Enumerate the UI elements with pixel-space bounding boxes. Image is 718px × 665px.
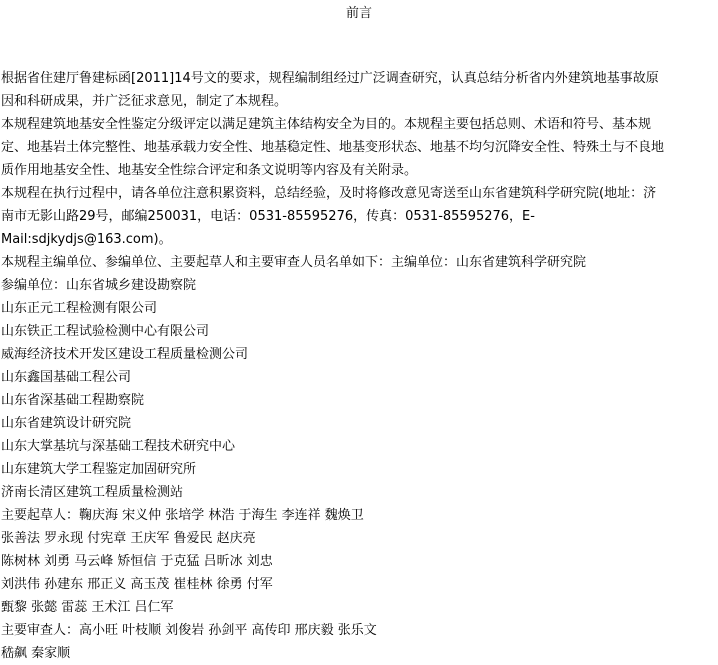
document-title: 前言 <box>345 6 372 21</box>
body-line: 刘洪伟 孙建东 邢正义 高玉茂 崔桂林 徐勇 付军 <box>1 577 273 592</box>
body-line: 定、地基岩土体完整性、地基承载力安全性、地基稳定性、地基变形状态、地基不均匀沉降安全性、特殊土与不良地 <box>1 140 665 155</box>
body-line: 山东建筑大学工程鉴定加固研究所 <box>1 462 197 477</box>
body-line: 参编单位：山东省城乡建设勘察院 <box>1 278 197 293</box>
body-line: 主要起草人：鞠庆海 宋义仲 张培学 林浩 于海生 李连祥 魏焕卫 <box>1 508 364 523</box>
body-line: 质作用地基安全性、地基安全性综合评定和条文说明等内容及有关附录。 <box>1 163 418 178</box>
body-line: 山东正元工程检测有限公司 <box>1 301 158 316</box>
body-line: 山东省深基础工程勘察院 <box>1 393 145 408</box>
body-line: 甄黎 张懿 雷蕊 王术江 吕仁军 <box>1 600 174 615</box>
body-line: 山东铁正工程试验检测中心有限公司 <box>1 324 210 339</box>
body-line: 陈树林 刘勇 马云峰 矫恒信 于克猛 吕昕冰 刘忠 <box>1 554 273 569</box>
body-line: 济南长清区建筑工程质量检测站 <box>1 485 184 500</box>
body-line: 南市无影山路29号，邮编250031，电话：0531-85595276，传真：0531-85595276，E- <box>1 209 535 224</box>
body-line: 本规程主编单位、参编单位、主要起草人和主要审查人员名单如下：主编单位：山东省建筑科学研究院 <box>1 255 587 270</box>
body-line: 山东省建筑设计研究院 <box>1 416 132 431</box>
body-line: 张善法 罗永现 付宪章 王庆军 鲁爱民 赵庆亮 <box>1 531 256 546</box>
document-body <box>1 67 717 665</box>
body-line: Mail:sdjkydjs@163.com)。 <box>1 232 172 247</box>
body-line: 威海经济技术开发区建设工程质量检测公司 <box>1 347 249 362</box>
body-line: 山东大掌基坑与深基础工程技术研究中心 <box>1 439 236 454</box>
body-line: 主要审查人：高小旺 叶枝顺 刘俊岩 孙剑平 高传印 邢庆毅 张乐文 <box>1 623 377 638</box>
body-line: 本规程在执行过程中，请各单位注意积累资料，总结经验，及时将修改意见寄送至山东省建筑科学研究院(地址：济 <box>1 186 657 201</box>
body-line: 根据省住建厅鲁建标函[2011]14号文的要求，规程编制组经过广泛调查研究，认真总结分析省内外建筑地基事故原 <box>1 71 659 86</box>
body-line: 本规程建筑地基安全性鉴定分级评定以满足建筑主体结构安全为目的。本规程主要包括总则、术语和符号、基本规 <box>1 117 652 132</box>
body-line: 山东鑫国基础工程公司 <box>1 370 132 385</box>
body-line: 因和科研成果，并广泛征求意见，制定了本规程。 <box>1 94 288 109</box>
body-line: 嵇飙 秦家顺 <box>1 646 71 661</box>
